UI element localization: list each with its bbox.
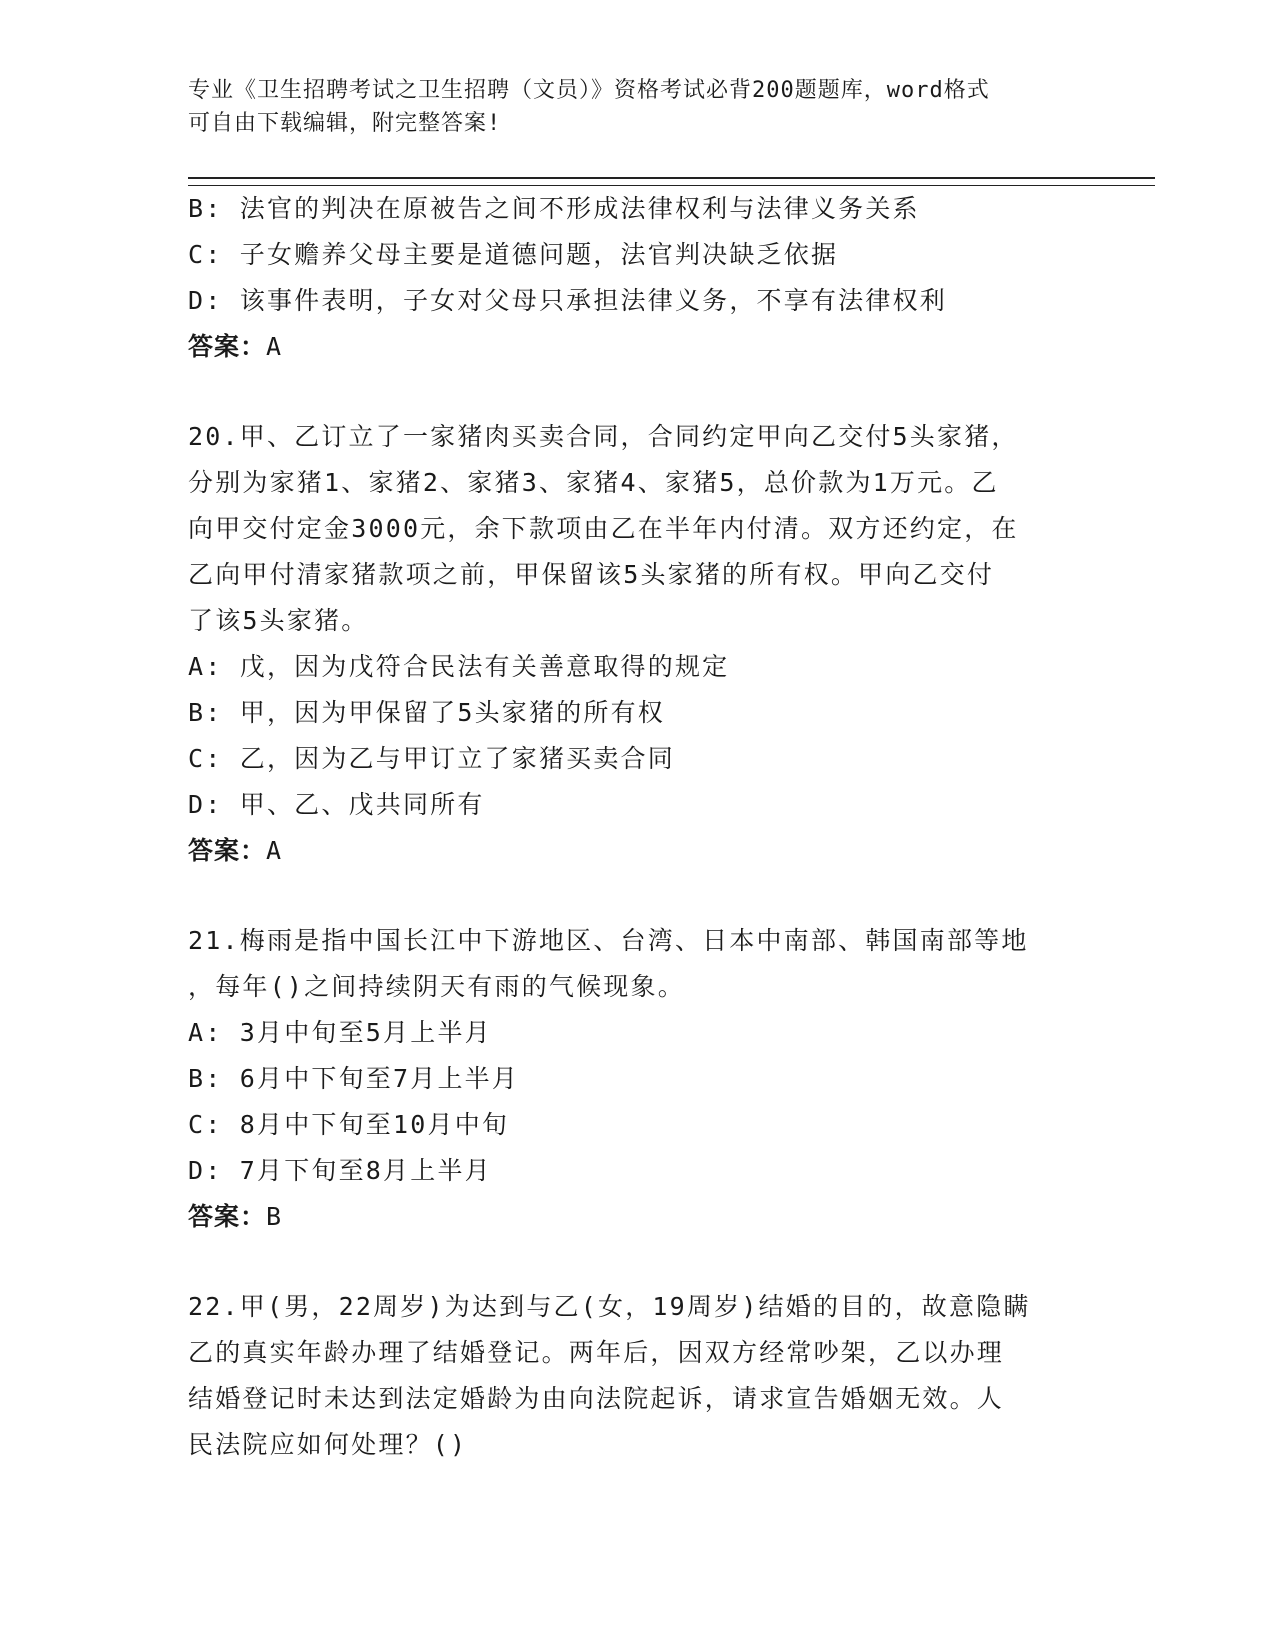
answer-label: 答案： — [188, 836, 267, 865]
question-stem-line: 结婚登记时未达到法定婚龄为由向法院起诉，请求宣告婚姻无效。人 — [188, 1384, 1005, 1413]
header-line-1: 专业《卫生招聘考试之卫生招聘（文员）》资格考试必背200题题库，word格式 — [188, 78, 990, 103]
question-content — [188, 186, 1088, 1468]
spacer — [188, 370, 1088, 414]
header-divider — [188, 177, 1155, 186]
answer-line — [188, 828, 1088, 874]
option-a: A: 3月中旬至5月上半月 — [188, 1018, 492, 1047]
option-c: C: 乙，因为乙与甲订立了家猪买卖合同 — [188, 744, 675, 773]
question-20 — [188, 414, 1088, 874]
option-b: B: 甲，因为甲保留了5头家猪的所有权 — [188, 698, 666, 727]
option-d: D: 该事件表明，子女对父母只承担法律义务，不享有法律权利 — [188, 286, 947, 315]
spacer — [188, 1240, 1088, 1284]
answer-line — [188, 324, 1088, 370]
question-stem-line: 向甲交付定金3000元，余下款项由乙在半年内付清。双方还约定，在 — [188, 514, 1019, 543]
answer-label: 答案： — [188, 332, 267, 361]
question-stem-line: 22.甲(男，22周岁)为达到与乙(女，19周岁)结婚的目的，故意隐瞒 — [188, 1292, 1031, 1321]
question-stem-line: 20.甲、乙订立了一家猪肉买卖合同，合同约定甲向乙交付5头家猪， — [188, 422, 1019, 451]
question-stem-line: 分别为家猪1、家猪2、家猪3、家猪4、家猪5，总价款为1万元。乙 — [188, 468, 999, 497]
header-line-2: 可自由下载编辑，附完整答案! — [188, 111, 502, 136]
question-21 — [188, 918, 1088, 1240]
option-d: D: 7月下旬至8月上半月 — [188, 1156, 492, 1185]
option-c: C: 子女赡养父母主要是道德问题，法官判决缺乏依据 — [188, 240, 839, 269]
question-stem-line: 乙的真实年龄办理了结婚登记。两年后，因双方经常吵架，乙以办理 — [188, 1338, 1005, 1367]
answer-label: 答案： — [188, 1202, 267, 1231]
option-c: C: 8月中下旬至10月中旬 — [188, 1110, 510, 1139]
option-d: D: 甲、乙、戊共同所有 — [188, 790, 485, 819]
question-22 — [188, 1284, 1088, 1468]
option-b: B: 6月中下旬至7月上半月 — [188, 1064, 520, 1093]
question-stem-line: 了该5头家猪。 — [188, 606, 369, 635]
question-stem-line: ，每年()之间持续阴天有雨的气候现象。 — [188, 972, 685, 1001]
question-19-remainder — [188, 186, 1088, 370]
answer-value: A — [266, 836, 284, 865]
question-stem-line: 民法院应如何处理？() — [188, 1430, 468, 1459]
option-a: A: 戊，因为戊符合民法有关善意取得的规定 — [188, 652, 730, 681]
document-header — [188, 74, 1068, 140]
answer-value: B — [266, 1202, 284, 1231]
spacer — [188, 874, 1088, 918]
option-b: B: 法官的判决在原被告之间不形成法律权利与法律义务关系 — [188, 194, 920, 223]
answer-value: A — [266, 332, 284, 361]
question-stem-line: 乙向甲付清家猪款项之前，甲保留该5头家猪的所有权。甲向乙交付 — [188, 560, 995, 589]
answer-line — [188, 1194, 1088, 1240]
question-stem-line: 21.梅雨是指中国长江中下游地区、台湾、日本中南部、韩国南部等地 — [188, 926, 1029, 955]
